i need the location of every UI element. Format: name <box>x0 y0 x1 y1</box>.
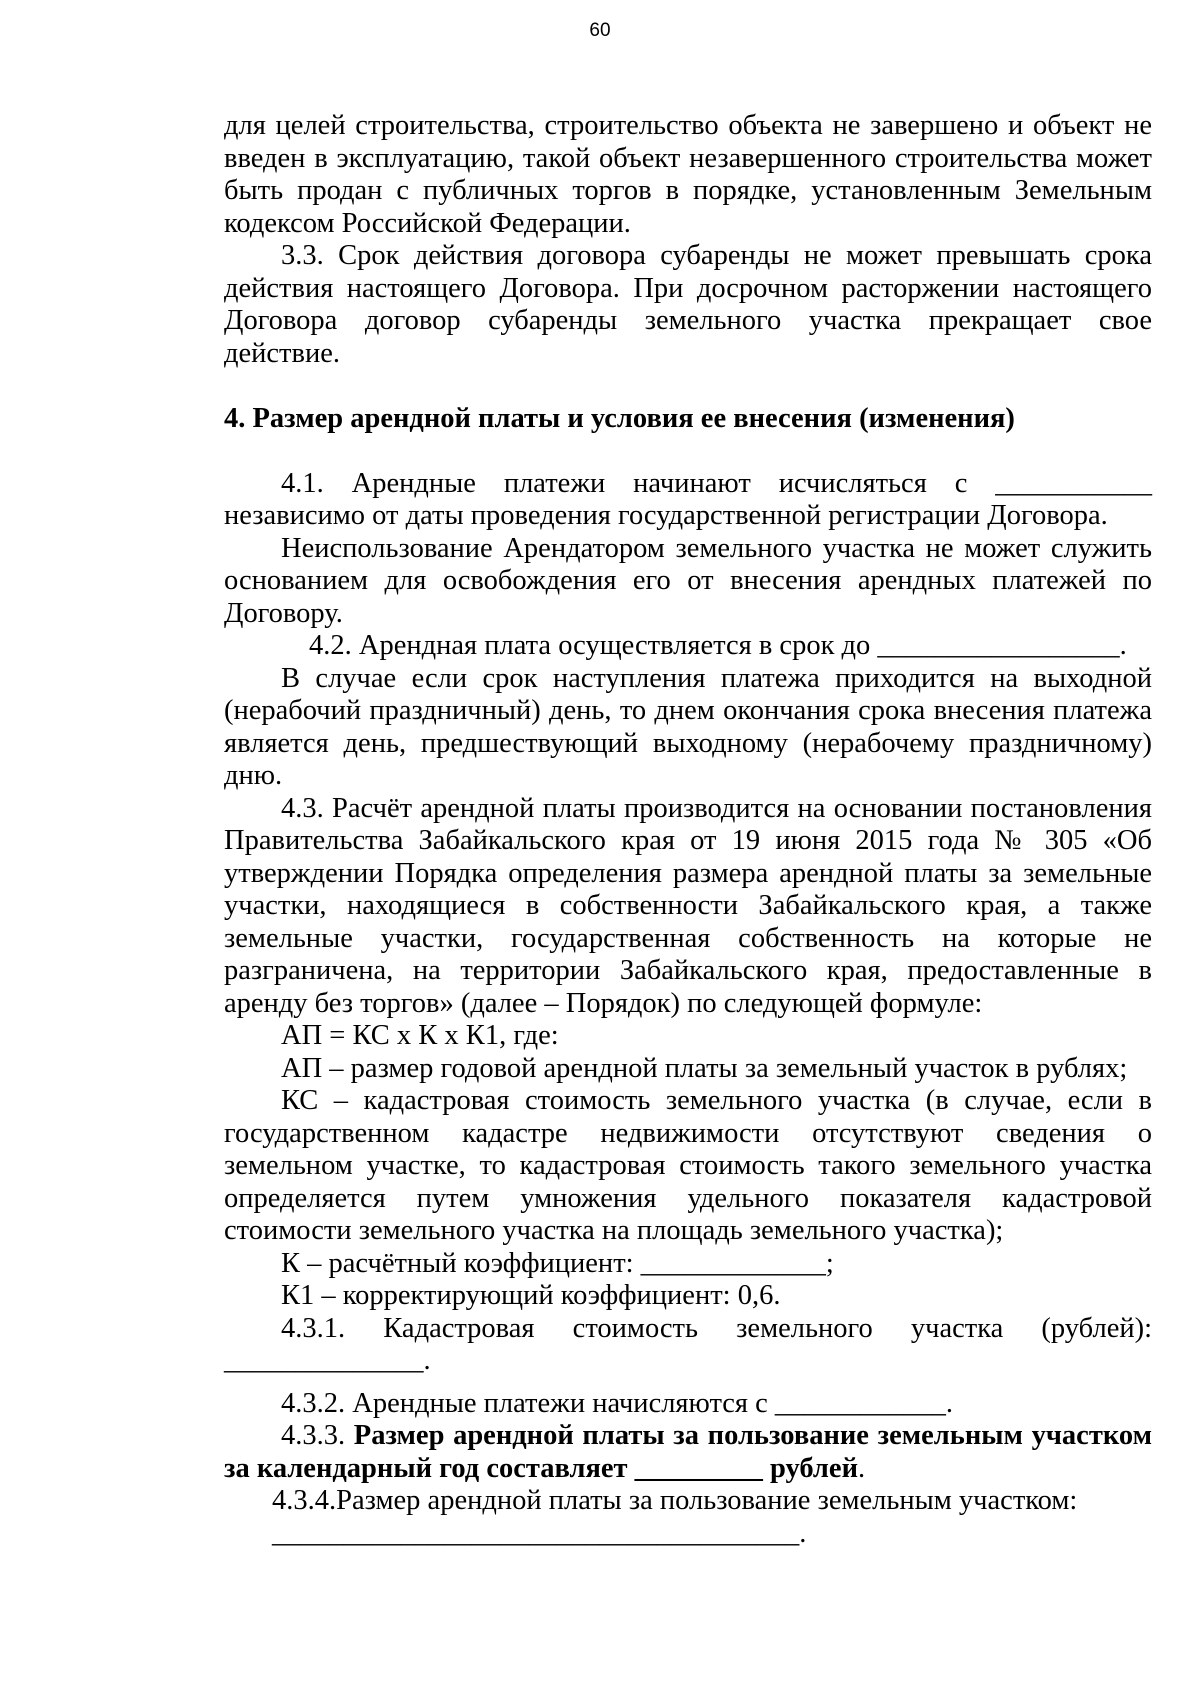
paragraph-construction: для целей строительства, строительство объекта не завершено и объект не введен в эксплуатацию, такой объект незавершенного строительства может быть продан с публичных торгов в порядке, установленным Земельным кодексом Российской Федерации. <box>224 110 1152 239</box>
paragraph-4-1-start: 4.1. Арендные платежи начинают исчисляться с ___________ <box>281 467 1152 499</box>
section-heading-4: 4. Размер арендной платы и условия ее внесения (изменения) <box>224 403 1015 434</box>
paragraph-3-3: 3.3. Срок действия договора субаренды не может превышать срока действия настоящего Договора. При досрочном расторжении настоящего Договора договор субаренды земельного участка прекращает свое действие. <box>224 240 1152 369</box>
paragraph-4-3-3-bold: Размер арендной платы за пользование земельным участком за календарный год составляет _________ рублей <box>224 1420 1152 1484</box>
paragraph-4-3-3-end: . <box>858 1452 866 1484</box>
paragraph-4-3-4: 4.3.4.Размер арендной платы за пользование земельным участком: <box>272 1485 1078 1516</box>
paragraph-4-3-3 <box>224 1420 1152 1485</box>
paragraph-4-3-3-number: 4.3.3. <box>281 1420 354 1451</box>
paragraph-4-2-holiday: В случае если срок наступления платежа приходится на выходной (нерабочий праздничный) день, то днем окончания срока внесения платежа является день, предшествующий выходному (нерабочему праздничному) дню. <box>224 662 1152 791</box>
definition-k1: К1 – корректирующий коэффициент: 0,6. <box>281 1280 781 1311</box>
paragraph-4-3-4-blank: _____________________________________. <box>272 1517 807 1549</box>
document-body <box>224 110 1152 1550</box>
paragraph-4-3-2: 4.3.2. Арендные платежи начисляются с ____________. <box>281 1387 954 1419</box>
formula-line: АП = КС х К х К1, где: <box>281 1020 559 1051</box>
paragraph-4-1-nonuse: Неиспользование Арендатором земельного участка не может служить основанием для освобождения его от внесения арендных платежей по Договору. <box>224 532 1152 629</box>
paragraph-4-3-1-start: 4.3.1. Кадастровая стоимость земельного участка (рублей): <box>281 1312 1152 1344</box>
definition-ks: КС – кадастровая стоимость земельного участка (в случае, если в государственном кадастре недвижимости отсутствуют сведения о земельном участке, то кадастровая стоимость такого земельного участка определяется путем умножения удельного показателя кадастровой стоимости земельного участка на площадь земельного участка); <box>224 1085 1152 1246</box>
paragraph-4-1-cont: независимо от даты проведения государственной регистрации Договора. <box>224 500 1108 531</box>
definition-ap: АП – размер годовой арендной платы за земельный участок в рублях; <box>281 1052 1128 1084</box>
paragraph-4-2: 4.2. Арендная плата осуществляется в срок до _________________. <box>309 630 1127 661</box>
page-number: 60 <box>589 20 611 41</box>
paragraph-4-3-1-blank: ______________. <box>224 1345 431 1376</box>
paragraph-4-3: 4.3. Расчёт арендной платы производится на основании постановления Правительства Забайкальского края от 19 июня 2015 года № 305 «Об утверждении Порядка определения размера арендной платы за земельные участки, находящиеся в собственности Забайкальского края, а также земельные участки, государственная собственность на которые не разграничена, на территории Забайкальского края, предоставленные в аренду без торгов» (далее – Порядок) по следующей формуле: <box>224 792 1152 1019</box>
definition-k: К – расчётный коэффициент: _____________; <box>281 1247 834 1279</box>
